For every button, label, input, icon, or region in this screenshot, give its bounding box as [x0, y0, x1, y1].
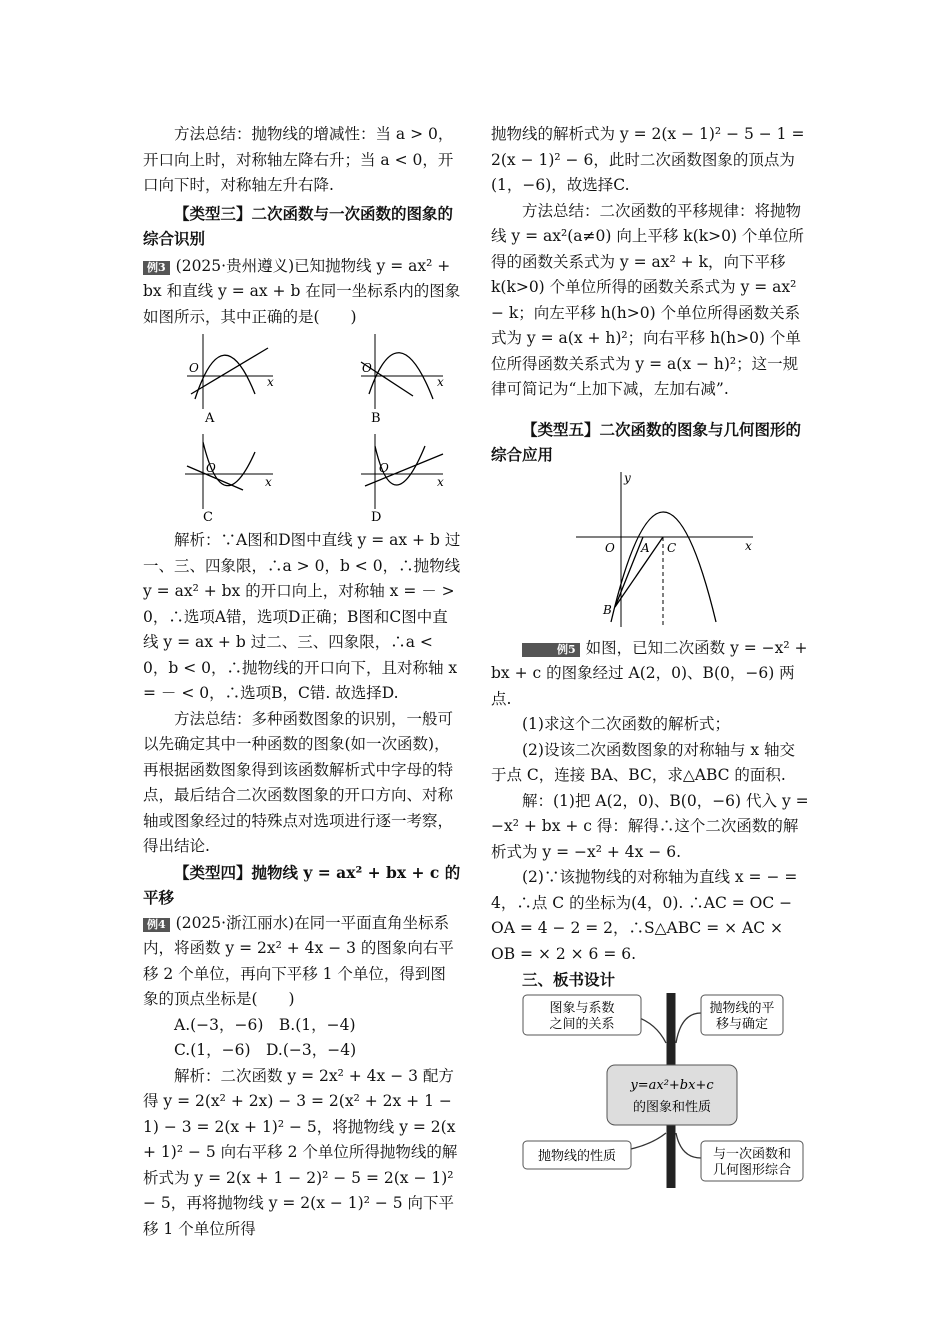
method-summary-1: 方法总结：抛物线的增减性：当 a > 0，开口向上时，对称轴左降右升；当 a < 0，开口向下时，对称轴左升右降.	[143, 125, 454, 194]
graph-b-origin: O	[362, 361, 372, 375]
board-box-top-left	[523, 995, 641, 1035]
question-2: (2)设该二次函数图象的对称轴与 x 轴交于点 C，连接 BA、BC，求△ABC 的面积.	[491, 740, 796, 784]
example5-text: 如图，已知二次函数 y = −x² + bx + c 的图象经过 A(2，0)、B(0，−6) 两点.	[491, 638, 808, 708]
example3-tag: 例3	[143, 261, 170, 275]
example5-figure	[491, 472, 809, 632]
solution4-continued: 抛物线的解析式为 y = 2(x − 1)² − 5 − 1 = 2(x − 1)² − 6，此时二次函数图象的顶点为(1，−6)，故选择C.	[491, 125, 805, 194]
graph-a-label: A	[205, 411, 215, 426]
example4-text: (2025·浙江丽水)在同一平面直角坐标系内，将函数 y = 2x² + 4x − 3 的图象向右平移 2 个单位，再向下平移 1 个单位，得到图象的顶点坐标是( )	[143, 913, 454, 1008]
board-bottom-left: 抛物线的性质	[537, 1148, 617, 1164]
graph-c-label: C	[203, 510, 213, 524]
board-bottom-right-line1: 与一次函数和	[712, 1146, 792, 1162]
graph-c	[185, 434, 273, 524]
graph-d-x-label: x	[437, 475, 444, 489]
method-summary-2: 方法总结：多种函数图象的识别，一般可以先确定其中一种函数的图象(如一次函数)，再根据函数图象得到该函数解析式中字母的特点，最后结合二次函数图象的开口方向、对称轴或图象经过的特殊点对选项进行逐一考察，得出结论.	[143, 709, 454, 855]
example4	[143, 911, 461, 1013]
board-top-right-line2: 移与确定	[715, 1016, 769, 1032]
options-line-2: C.(1，−6) D.(−3，−4)	[174, 1041, 357, 1059]
example3-text: (2025·贵州遵义)已知抛物线 y = ax² + bx 和直线 y = ax + b 在同一坐标系内的图象如图所示，其中正确的是( )	[143, 256, 461, 326]
example3	[143, 254, 461, 331]
fig5-point-c: C	[667, 540, 677, 555]
board-center-line2: 的图象和性质	[632, 1099, 712, 1115]
fig5-origin: O	[605, 540, 615, 555]
graph-a	[187, 334, 274, 426]
graph-d-label: D	[371, 510, 382, 524]
board-top-left-line1: 图象与系数	[549, 1000, 615, 1016]
type4-title: 【类型四】抛物线 y = ax² + bx + c 的平移	[143, 862, 461, 907]
right-column	[491, 122, 809, 1201]
graph-a-x-label: x	[267, 375, 274, 389]
example5-tag: 例5	[522, 643, 580, 657]
method-summary-3: 方法总结：二次函数的平移规律：将抛物线 y = ax²(a≠0) 向上平移 k(k>0) 个单位所得的函数关系式为 y = ax² + k，向下平移 k(k>0) 个单位所得的函数关系式为 y = ax² − k；向左平移 h(h>0) 个单位所得函数关系式为 y = a(x + h)²；向右平移 h(h>0) 个单位所得函数关系式为 y = a(x − h)²；这一规律可简记为“上加下减，左加右减”.	[491, 201, 804, 398]
question-1: (1)求这个二次函数的解析式；	[522, 715, 730, 733]
graph-d-origin: O	[379, 461, 389, 475]
board-box-center	[607, 1065, 737, 1125]
board-box-top-right	[701, 995, 783, 1035]
board-bottom-right-line2: 几何图形综合	[712, 1162, 792, 1178]
answer-2: (2)∵该抛物线的对称轴为直线 x = − = 4，∴点 C 的坐标为(4，0). ∴AC = OC − OA = 4 − 2 = 2，∴S△ABC = × AC × OB = × 2 × 6 = 6.	[491, 868, 798, 963]
section3-title: 三、板书设计	[522, 970, 616, 989]
board-center-line1: y=ax²+bx+c	[630, 1077, 714, 1093]
four-graphs-figure	[143, 334, 461, 524]
solution3: 解析：∵A图和D图中直线 y = ax + b 过一、三、四象限，∴a > 0，b < 0，∴抛物线 y = ax² + bx 的开口向上，对称轴 x = － > 0，∴选项A错，选项D正确；B图和C图中直线 y = ax + b 过二、三、四象限，∴a < 0，b < 0，∴抛物线的开口向下，且对称轴 x = － < 0，∴选项B，C错. 故选择D.	[143, 531, 461, 702]
options-line-1: A.(−3，−6) B.(1，−4)	[174, 1015, 356, 1034]
graph-c-origin: O	[206, 461, 216, 475]
example4-tag: 例4	[143, 918, 170, 932]
fig5-y-label: y	[624, 471, 631, 485]
answer-1: 解：(1)把 A(2，0)、B(0，−6) 代入 y = −x² + bx + c 得：解得∴这个二次函数的解析式为 y = −x² + 4x − 6.	[491, 791, 809, 861]
fig5-point-b: B	[603, 602, 612, 617]
fig5-point-a: A	[641, 540, 650, 555]
solution4: 解析：二次函数 y = 2x² + 4x − 3 配方得 y = 2(x² + 2x) − 3 = 2(x² + 2x + 1 − 1) − 3 = 2(x + 1)² − 5，将抛物线 y = 2(x + 1)² − 5 向右平移 2 个单位所得抛物线的解析式为 y = 2(x + 1 − 2)² − 5 = 2(x − 1)² − 5，再将抛物线 y = 2(x − 1)² − 5 向下平移 1 个单位所得	[143, 1066, 458, 1238]
graph-b	[361, 334, 444, 426]
example5	[491, 636, 809, 713]
board-top-left-line2: 之间的关系	[549, 1016, 615, 1032]
graph-b-label: B	[371, 411, 381, 426]
graph-a-origin: O	[189, 361, 199, 375]
board-design-diagram	[491, 993, 809, 1193]
graph-d	[361, 434, 444, 524]
left-column	[143, 122, 461, 1242]
board-top-right-line1: 抛物线的平	[709, 1000, 775, 1016]
graph-c-x-label: x	[265, 475, 272, 489]
type3-title: 【类型三】二次函数与一次函数的图象的综合识别	[143, 203, 454, 248]
board-box-bottom-left	[523, 1141, 631, 1169]
fig5-x-label: x	[745, 538, 752, 553]
graph-b-x-label: x	[437, 375, 444, 389]
type5-title: 【类型五】二次函数的图象与几何图形的综合应用	[491, 419, 802, 464]
board-box-bottom-right	[701, 1141, 803, 1181]
